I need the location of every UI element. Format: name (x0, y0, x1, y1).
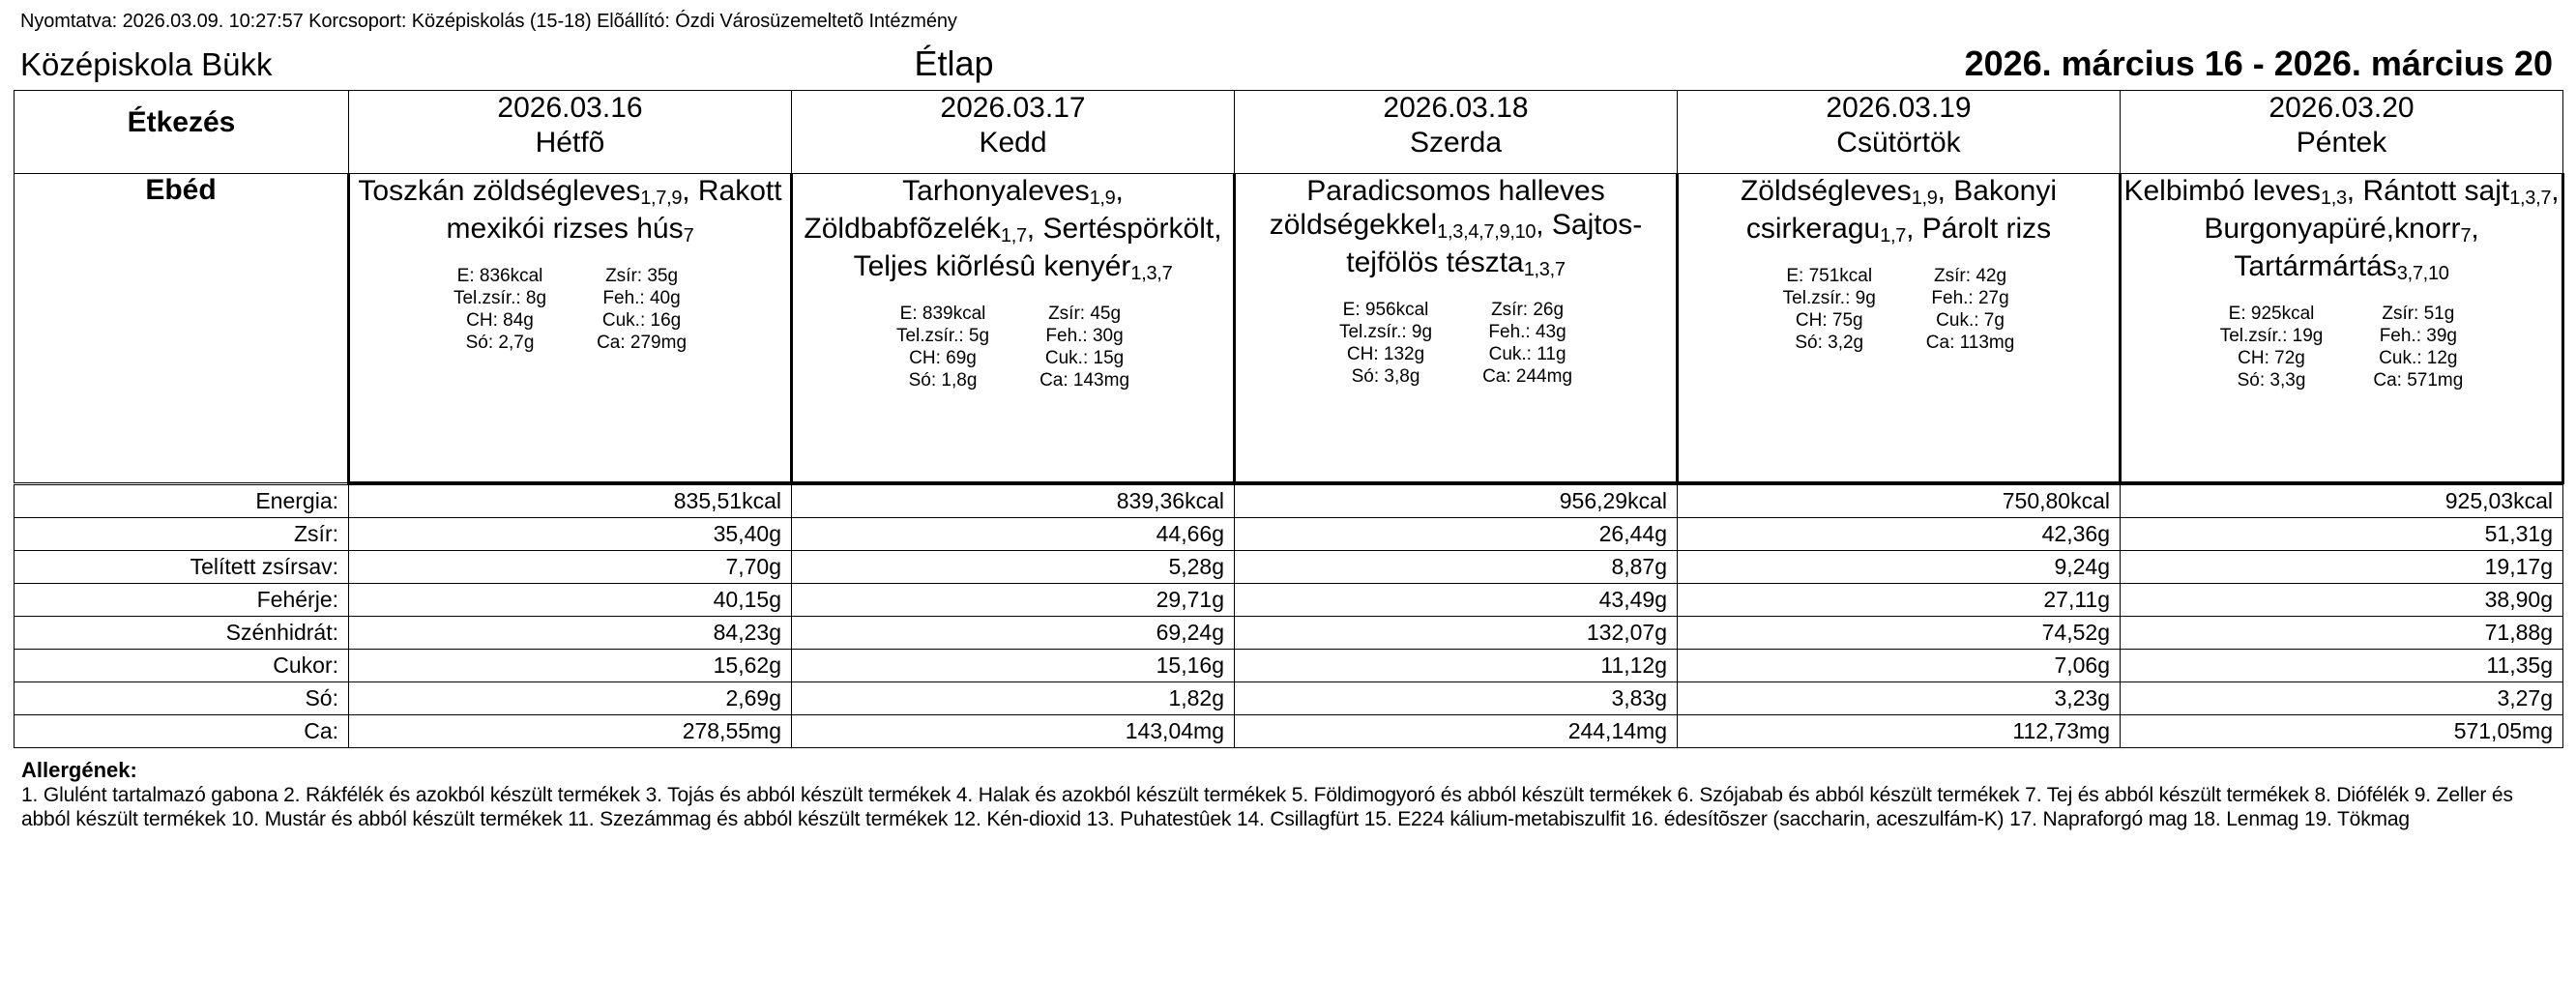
summary-row-value: 143,04mg (792, 715, 1235, 748)
nutrition-line: Ca: 244mg (1482, 366, 1573, 387)
table-row (15, 650, 2563, 682)
day-date: 2026.03.17 (940, 92, 1086, 124)
dish-name: Zöldbabfõzelék (804, 213, 1001, 245)
dish-allergen-codes: 1,9 (1089, 188, 1116, 209)
summary-row-value: 571,05mg (2121, 715, 2563, 748)
nutrition-line: Ca: 279mg (597, 333, 688, 353)
summary-body (15, 485, 2563, 748)
nutrition-line: Cuk.: 11g (1488, 344, 1566, 364)
summary-row-value: 38,90g (2121, 584, 2563, 617)
meal-cell-tuesday (792, 174, 1235, 483)
nutrition-line: Feh.: 40g (602, 288, 681, 308)
summary-row-value: 3,27g (2121, 682, 2563, 715)
meal-cell-monday (349, 174, 792, 483)
lunch-row (15, 174, 2563, 483)
day-date: 2026.03.19 (1826, 92, 1972, 124)
dish-list: Tarhonyaleves$_{1,9}$, Zöldbabfõzelék$_{1,7}$, Sertéspörkölt, Teljes kiõrlésû kenyér$_{1,3,7}$ (804, 175, 1222, 284)
summary-row-value: 835,51kcal (349, 485, 792, 518)
nutrition-line: Tel.zsír.: 9g (1782, 288, 1876, 308)
summary-row-value: 44,66g (792, 518, 1235, 551)
dish-name: Sertéspörkölt (1042, 213, 1215, 245)
dish-name: Kelbimbó leves (2123, 175, 2321, 207)
menu-table (14, 90, 2564, 484)
meal-cell-friday (2121, 174, 2563, 483)
summary-row-label: Fehérje: (15, 584, 349, 617)
nutrition-block (2122, 303, 2561, 392)
nutrition-right-column (2373, 303, 2463, 392)
table-row (15, 584, 2563, 617)
nutrition-line: Só: 3,2g (1795, 333, 1864, 353)
summary-row-label: Ca: (15, 715, 349, 748)
summary-row-value: 7,06g (1678, 650, 2121, 682)
nutrition-line: E: 751kcal (1786, 266, 1873, 286)
dish-allergen-codes: 3,7,10 (2396, 263, 2449, 284)
day-header-friday (2121, 91, 2563, 174)
allergen-legend (14, 758, 2562, 831)
day-header-tuesday (792, 91, 1235, 174)
table-row (15, 551, 2563, 584)
summary-row-label: Energia: (15, 485, 349, 518)
nutrition-line: E: 956kcal (1342, 300, 1429, 320)
summary-row-label: Zsír: (15, 518, 349, 551)
nutrition-block (793, 303, 1233, 392)
summary-row-value: 278,55mg (349, 715, 792, 748)
nutrition-line: E: 839kcal (899, 304, 986, 324)
summary-row-value: 35,40g (349, 518, 792, 551)
table-row (15, 485, 2563, 518)
allergen-legend-title: Allergének: (21, 758, 137, 782)
nutrition-right-column (1482, 299, 1572, 388)
day-date: 2026.03.16 (497, 92, 643, 124)
summary-row-value: 750,80kcal (1678, 485, 2121, 518)
table-row (15, 617, 2563, 650)
summary-row-value: 244,14mg (1235, 715, 1678, 748)
dish-allergen-codes: 1,3,7 (2509, 188, 2552, 209)
table-row (15, 715, 2563, 748)
nutrition-line: CH: 84g (466, 310, 534, 331)
dish-name: Toszkán zöldségleves (358, 175, 641, 207)
nutrition-line: Cuk.: 15g (1044, 348, 1125, 368)
dish-allergen-codes: 1,3,4,7,9,10 (1437, 221, 1537, 243)
nutrition-line: Ca: 571mg (2373, 370, 2464, 391)
nutrition-block (1236, 299, 1676, 388)
day-of-week: Szerda (1409, 127, 1503, 159)
summary-row-value: 1,82g (792, 682, 1235, 715)
summary-row-value: 5,28g (792, 551, 1235, 584)
day-date: 2026.03.20 (2269, 92, 2415, 124)
meal-row-label: Ebéd (15, 174, 349, 483)
summary-row-value: 51,31g (2121, 518, 2563, 551)
summary-row-value: 8,87g (1235, 551, 1678, 584)
nutrition-line: Tel.zsír.: 5g (895, 326, 990, 346)
nutrition-left-column (1783, 265, 1876, 354)
day-of-week: Csütörtök (1836, 127, 1961, 159)
summary-row-value: 132,07g (1235, 617, 1678, 650)
meal-column-header (15, 91, 349, 174)
summary-row-value: 84,23g (349, 617, 792, 650)
dish-list: Kelbimbó leves$_{1,3}$, Rántott sajt$_{1,3,7}$, Burgonyapüré,knorr$_7$, Tartármártás$_{3,7,10}$ (2123, 175, 2560, 284)
nutrition-line: Zsír: 35g (605, 266, 679, 286)
dish-allergen-codes: 1,3 (2320, 188, 2347, 209)
nutrition-line: Feh.: 30g (1045, 326, 1124, 346)
day-of-week: Péntek (2296, 127, 2387, 159)
dish-allergen-codes: 1,9 (1911, 188, 1938, 209)
nutrition-line: Feh.: 39g (2379, 326, 2457, 346)
page-title: Étlap (914, 44, 994, 83)
dish-list: Toszkán zöldségleves$_{1,7,9}$, Rakott mexikói rizses hús$_7$ (358, 175, 782, 246)
nutrition-line: Cuk.: 7g (1936, 310, 2005, 331)
summary-row-value: 11,12g (1235, 650, 1678, 682)
dish-name: Teljes kiõrlésû kenyér (853, 250, 1131, 282)
nutrition-line: Tel.zsír.: 19g (2219, 326, 2324, 346)
nutrition-line: Ca: 113mg (1925, 333, 2015, 353)
dish-name: Tarhonyaleves (902, 175, 1090, 207)
nutrition-right-column (597, 265, 687, 354)
dish-allergen-codes: 1,3,7 (1130, 263, 1173, 284)
summary-row-value: 11,35g (2121, 650, 2563, 682)
summary-row-value: 956,29kcal (1235, 485, 1678, 518)
nutrition-line: E: 925kcal (2228, 304, 2315, 324)
summary-row-value: 74,52g (1678, 617, 2121, 650)
date-range: 2026. március 16 - 2026. március 20 (1964, 44, 2553, 83)
menu-header-row (15, 91, 2563, 174)
nutrition-left-column (1339, 299, 1432, 388)
dish-allergen-codes: 7 (2460, 225, 2472, 246)
day-of-week: Kedd (979, 127, 1047, 159)
nutrition-line: Zsír: 26g (1491, 300, 1565, 320)
nutrition-line: Cuk.: 12g (2379, 348, 2458, 368)
summary-row-label: Só: (15, 682, 349, 715)
dish-allergen-codes: 7 (683, 225, 694, 246)
nutrition-line: Só: 3,8g (1351, 366, 1420, 387)
summary-row-value: 3,83g (1235, 682, 1678, 715)
nutrition-right-column (1039, 303, 1129, 392)
table-row (15, 518, 2563, 551)
nutrition-line: CH: 69g (909, 348, 977, 368)
summary-row-label: Szénhidrát: (15, 617, 349, 650)
nutrition-line: Só: 2,7g (465, 333, 535, 353)
nutrition-line: CH: 72g (2238, 348, 2305, 368)
nutrition-left-column (454, 265, 546, 354)
dish-name: Rántott sajt (2362, 175, 2510, 207)
nutrition-line: Tel.zsír.: 8g (453, 288, 547, 308)
dish-name: Zöldségleves (1740, 175, 1912, 207)
nutrition-line: CH: 132g (1346, 344, 1425, 364)
summary-row-value: 19,17g (2121, 551, 2563, 584)
nutrition-summary-table (14, 484, 2563, 748)
summary-row-value: 2,69g (349, 682, 792, 715)
summary-row-value: 69,24g (792, 617, 1235, 650)
dish-name: Sajtos-tejfölös tészta (1346, 209, 1643, 278)
dish-name: Tartármártás (2234, 250, 2397, 282)
meal-column-header-label: Étkezés (127, 106, 236, 138)
dish-name: Paradicsomos halleves zöldségekkel (1269, 175, 1605, 241)
day-date: 2026.03.18 (1383, 92, 1529, 124)
summary-row-value: 925,03kcal (2121, 485, 2563, 518)
day-of-week: Hétfõ (535, 127, 605, 159)
allergen-legend-text: 1. Glulént tartalmazó gabona 2. Rákfélék és azokból készült termékek 3. Tojás és abból készült termékek 4. Halak és azokból készült termékek 5. Földimogyoró és abból készült termékek 6. Szójabab és abból készült termékek 7. Tej és abból készült termékek 8. Diófélék 9. Zeller és abból készült termékek 10. Mustár és abból készült termékek 11. Szezámmag és abból készült termékek 12. Kén-dioxid 13. Puhatestûek 14. Csillagfürt 15. E224 kálium-metabiszulfit 16. édesítõszer (saccharin, aceszulfám-K) 17. Napraforgó mag 18. Lenmag 19. Tökmag (21, 784, 2513, 830)
day-header-wednesday (1235, 91, 1678, 174)
site-name: Középiskola Bükk (20, 46, 273, 82)
day-header-monday (349, 91, 792, 174)
summary-row-label: Cukor: (15, 650, 349, 682)
summary-row-value: 112,73mg (1678, 715, 2121, 748)
dish-list: Zöldségleves$_{1,9}$, Bakonyi csirkeragu$_{1,7}$, Párolt rizs (1740, 175, 2058, 246)
title-band (14, 32, 2562, 82)
dish-allergen-codes: 1,7 (1000, 225, 1027, 246)
summary-row-value: 15,62g (349, 650, 792, 682)
print-info-line: Nyomtatva: 2026.03.09. 10:27:57 Korcsoport: Középiskolás (15-18) Elõállító: Ózdi Városüzemeltetõ Intézmény (20, 11, 957, 32)
summary-row-value: 7,70g (349, 551, 792, 584)
summary-row-value: 839,36kcal (792, 485, 1235, 518)
nutrition-left-column (2220, 303, 2324, 392)
summary-row-value: 15,16g (792, 650, 1235, 682)
nutrition-line: Zsír: 42g (1934, 266, 2007, 286)
table-row (15, 682, 2563, 715)
nutrition-line: E: 836kcal (456, 266, 543, 286)
nutrition-line: Cuk.: 16g (601, 310, 682, 331)
summary-row-value: 40,15g (349, 584, 792, 617)
day-header-thursday (1678, 91, 2121, 174)
nutrition-line: Feh.: 43g (1488, 322, 1566, 342)
meal-cell-wednesday (1235, 174, 1678, 483)
summary-row-value: 71,88g (2121, 617, 2563, 650)
nutrition-block (350, 265, 790, 354)
summary-row-value: 3,23g (1678, 682, 2121, 715)
nutrition-line: Zsír: 51g (2382, 304, 2455, 324)
nutrition-line: Ca: 143mg (1039, 370, 1130, 391)
summary-row-value: 9,24g (1678, 551, 2121, 584)
dish-allergen-codes: 1,7 (1880, 225, 1907, 246)
dish-name: Párolt rizs (1921, 213, 2052, 245)
dish-name: Bakonyi csirkeragu (1745, 175, 2058, 245)
nutrition-line: Feh.: 27g (1931, 288, 2009, 308)
nutrition-right-column (1926, 265, 2015, 354)
dish-allergen-codes: 1,3,7 (1523, 259, 1566, 280)
summary-row-value: 42,36g (1678, 518, 2121, 551)
dish-name: Burgonyapüré,knorr (2204, 213, 2461, 245)
dish-allergen-codes: 1,7,9 (640, 188, 683, 209)
nutrition-line: Só: 1,8g (908, 370, 978, 391)
nutrition-line: CH: 75g (1795, 310, 1863, 331)
summary-row-value: 43,49g (1235, 584, 1678, 617)
dish-name: Rakott mexikói rizses hús (446, 175, 782, 245)
dish-list: Paradicsomos halleves zöldségekkel$_{1,3,4,7,9,10}$, Sajtos-tejfölös tészta$_{1,3,7}$ (1269, 175, 1643, 280)
summary-row-value: 27,11g (1678, 584, 2121, 617)
summary-row-value: 29,71g (792, 584, 1235, 617)
nutrition-line: Só: 3,3g (2237, 370, 2306, 391)
nutrition-left-column (896, 303, 989, 392)
nutrition-line: Zsír: 45g (1048, 304, 1122, 324)
meal-cell-thursday (1678, 174, 2121, 483)
nutrition-block (1679, 265, 2119, 354)
summary-row-label: Telített zsírsav: (15, 551, 349, 584)
nutrition-line: Tel.zsír.: 9g (1338, 322, 1433, 342)
summary-row-value: 26,44g (1235, 518, 1678, 551)
